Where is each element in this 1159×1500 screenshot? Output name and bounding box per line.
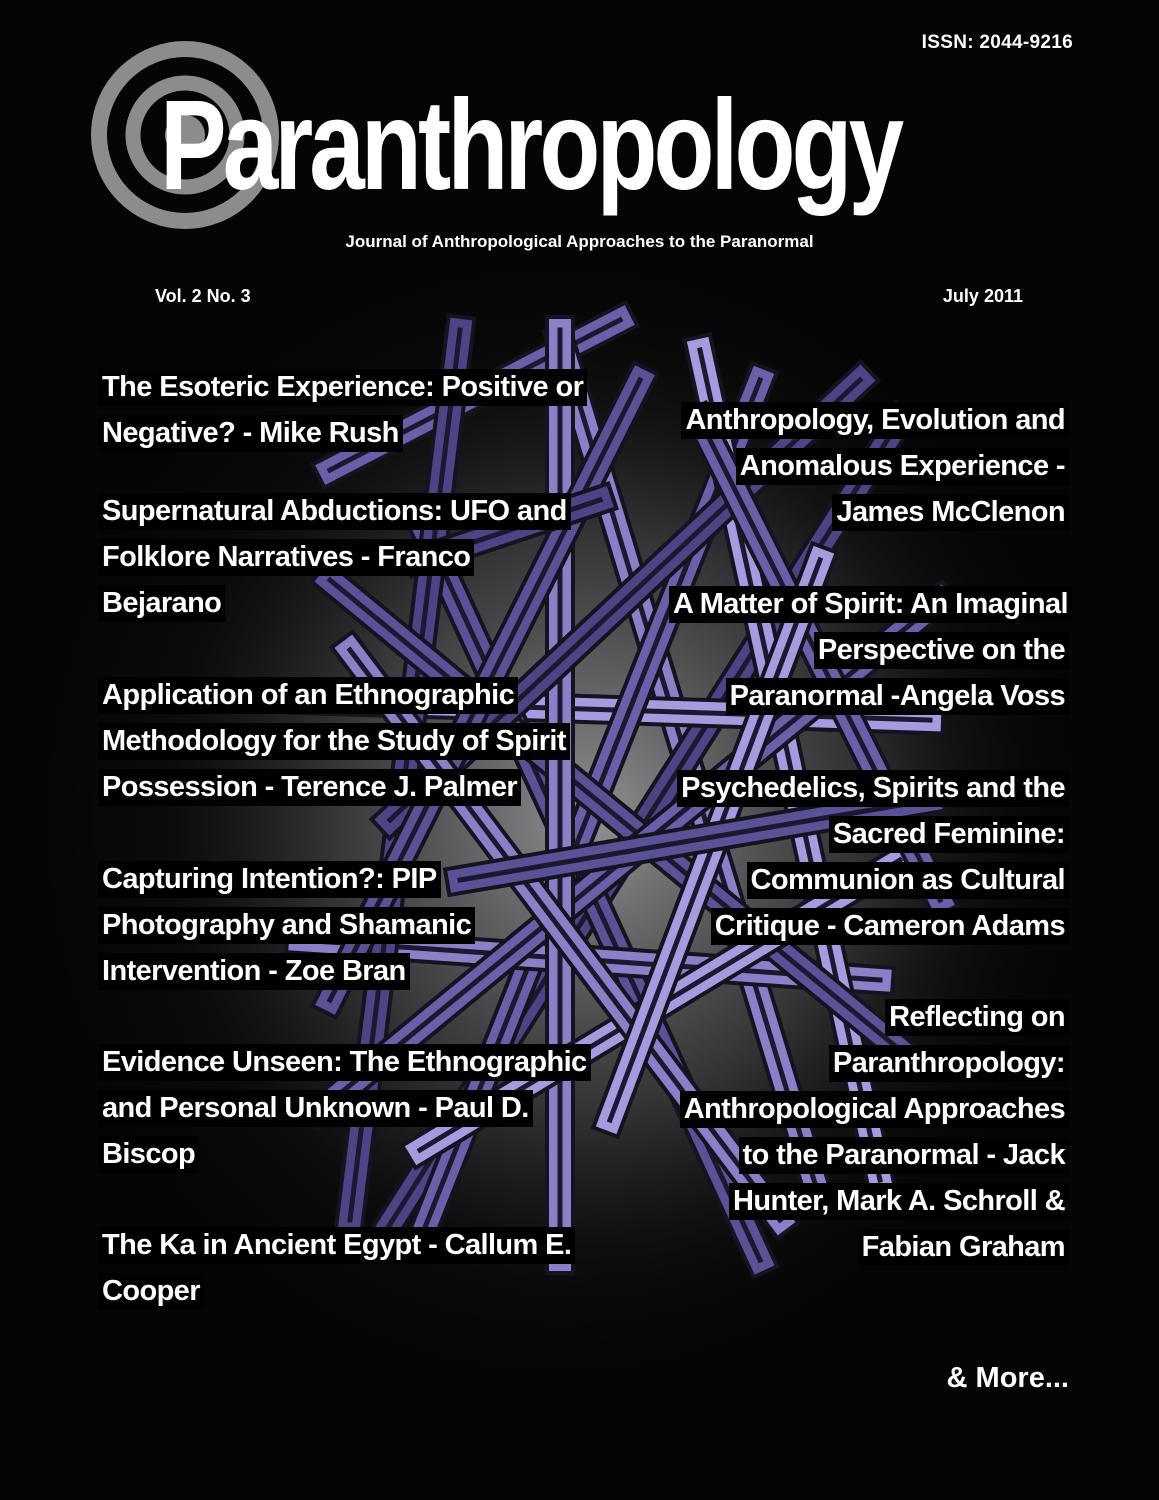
article-title: Evidence Unseen: The Ethnographic and Personal Unknown - Paul D. Biscop <box>98 1044 591 1173</box>
article-title: A Matter of Spirit: An Imaginal Perspective on the Paranormal -Angela Voss <box>669 586 1072 715</box>
article-title: The Ka in Ancient Egypt - Callum E. Cooper <box>98 1227 575 1310</box>
article-evidence-unseen[interactable] <box>98 1039 598 1177</box>
volume-number: Vol. 2 No. 3 <box>155 286 251 306</box>
magazine-subtitle: Journal of Anthropological Approaches to the Paranormal <box>345 232 814 251</box>
article-title: Supernatural Abductions: UFO and Folklore Narratives - Franco Bejarano <box>98 493 571 622</box>
article-title: Psychedelics, Spirits and the Sacred Feminine: Communion as Cultural Critique - Cameron Adams <box>677 770 1069 945</box>
article-ethnographic-methodology[interactable] <box>98 672 598 810</box>
article-anthropology-evolution[interactable] <box>669 397 1069 535</box>
article-supernatural-abductions[interactable] <box>98 488 598 626</box>
article-reflecting-paranthropology[interactable] <box>669 994 1069 1270</box>
issue-date: July 2011 <box>942 286 1023 306</box>
article-capturing-intention[interactable] <box>98 856 598 994</box>
article-ka-ancient-egypt[interactable] <box>98 1222 598 1314</box>
issn-number: ISSN: 2044-9216 <box>921 32 1073 53</box>
article-psychedelics-spirits[interactable] <box>669 765 1069 949</box>
article-title: The Esoteric Experience: Positive or Negative? - Mike Rush <box>98 369 587 452</box>
article-title: Anthropology, Evolution and Anomalous Experience - James McClenon <box>681 402 1069 531</box>
magazine-title: Paranthropology <box>160 74 901 217</box>
article-title: Application of an Ethnographic Methodology for the Study of Spirit Possession - Terence J. Palmer <box>98 677 570 806</box>
more-label: & More... <box>946 1362 1069 1394</box>
article-matter-of-spirit[interactable] <box>669 581 1069 719</box>
article-title: Capturing Intention?: PIP Photography and Shamanic Intervention - Zoe Bran <box>98 861 475 990</box>
article-title: Reflecting on Paranthropology: Anthropological Approaches to the Paranormal - Jack Hunter, Mark A. Schroll & Fabian Graham <box>680 999 1069 1266</box>
article-esoteric-experience[interactable] <box>98 364 598 456</box>
